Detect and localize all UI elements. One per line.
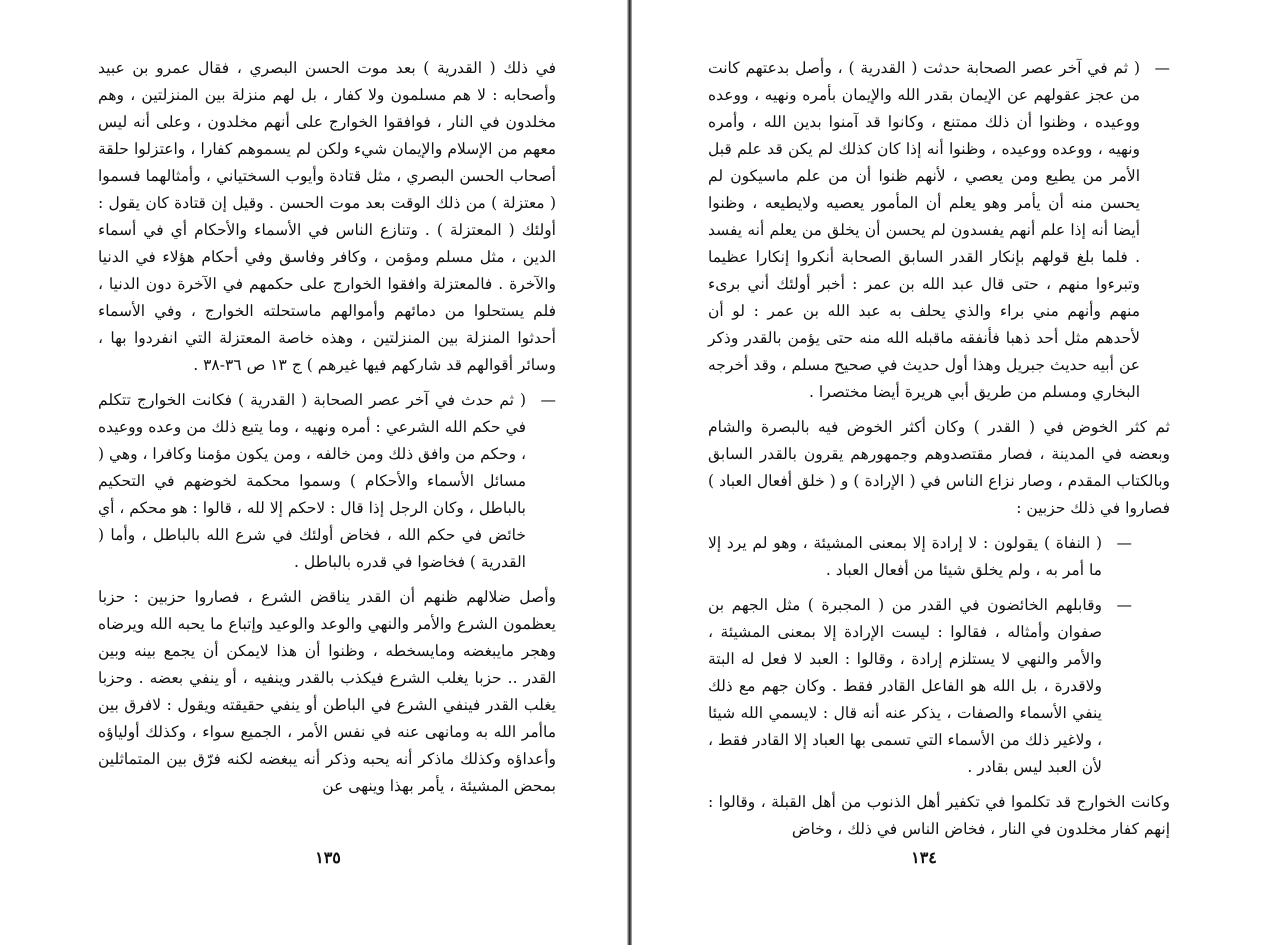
- right-paragraph-1: — ( ثم في آخر عصر الصحابة حدثت ( القدرية ) ، وأصل بدعتهم كانت من عجز عقولهم عن الإيمان بقدر الله والإيمان بأمره ونهيه ، ووعده ووعيده ، وظنوا أن ذلك ممتنع ، وكانوا قد آمنوا بدين الله ، وأمره ونهيه ، ووعده ووعيده ، وظنوا أنه إذا كان كذلك لم يكن قد علم قبل الأمر من يطيع ومن يعصي ، لأنهم ظنوا أن من علم ماسيكون لم يحسن منه أن يأمر وهو يعلم أن المأمور يعصيه ولايطيعه ، وظنوا أيضا أنه إذا علم أنهم يفسدون لم يحسن أن يخلق من يعلم أنه يفسد . فلما بلغ قولهم بإنكار القدر السابق الصحابة أنكروا إنكارا عظيما وتبرءوا منهم ، حتى قال عبد الله بن عمر : أخبر أولئك أني برىء منهم وأنهم مني براء والذي يحلف به عبد الله بن عمر : لو أن لأحدهم مثل أحد ذهبا فأنفقه ماقبله الله منه حتى يؤمن بالقدر وذكر عن أبيه حديث جبريل وهذا أول حديث في صحيح مسلم ، وقد أخرجه البخاري ومسلم من طريق أبي هريرة أيضا مختصرا .: [708, 55, 1170, 406]
- left-paragraph-2: — ( ثم حدث في آخر عصر الصحابة ( القدرية ) فكانت الخوارج تتكلم في حكم الله الشرعي : أمره ونهيه ، وما يتبع ذلك من وعده ووعيده ، وحكم من وافق ذلك ومن خالفه ، ومن يكون مؤمنا وكافرا ، وهي ( مسائل الأسماء والأحكام ) وسموا محكمة لخوضهم في التحكيم بالباطل ، وكان الرجل إذا قال : لاحكم إلا لله ، قالوا : هو محكم ، أي خائض في حكم الله ، فخاض أولئك في شرع الله بالباطل ، وأما ( القدرية ) فخاضوا في قدره بالباطل .: [98, 387, 556, 576]
- left-paragraph-1: في ذلك ( القدرية ) بعد موت الحسن البصري ، فقال عمرو بن عبيد وأصحابه : لا هم مسلمون ولا كفار ، بل لهم منزلة بين المنزلتين ، وهم مخلدون في النار ، فوافقوا الخوارج على أنهم مخلدون ، وعلى أنه ليس معهم من الإسلام والإيمان شيء ولكن لم يسموهم كفارا ، واعتزلوا حلقة أصحاب الحسن البصري ، مثل قتادة وأيوب السختياني ، وأمثالهما فسموا ( معتزلة ) من ذلك الوقت بعد موت الحسن . وقيل إن قتادة كان يقول : أولئك ( المعتزلة ) . وتنازع الناس في الأسماء والأحكام أي في أسماء الدين ، مثل مسلم ومؤمن ، وكافر وفاسق وفي أحكام هؤلاء في الدنيا والآخرة . فالمعتزلة وافقوا الخوارج على حكمهم في الآخرة دون الدنيا ، فلم يستحلوا من دمائهم وأموالهم ماستحلته الخوارج ، وفي الأسماء أحدثوا المنزلة بين المنزلتين ، وهذه خاصة المعتزلة التي انفردوا بها ، وسائر أقوالهم قد شاركهم فيها غيرهم ) ج ١٣ ص ٣٦-٣٨ .: [98, 59, 556, 374]
- right-page-number: ١٣٤: [911, 848, 937, 867]
- right-paragraph-5: وكانت الخوارج قد تكلموا في تكفير أهل الذنوب من أهل القبلة ، وقالوا : إنهم كفار مخلدون في النار ، فخاض الناس في ذلك ، وخاض: [708, 793, 1170, 838]
- right-paragraph-4: — وقابلهم الخائضون في القدر من ( المجبرة ) مثل الجهم بن صفوان وأمثاله ، فقالوا : ليست الإرادة إلا بمعنى المشيئة ، والأمر والنهي لا يستلزم إرادة ، وقالوا : العبد لا فعل له البتة ولاقدرة ، بل الله هو الفاعل القادر فقط . وكان جهم مع ذلك ينفي الأسماء والصفات ، يذكر عنه أنه قال : لايسمي الله شيئا ، ولاغير ذلك من الأسماء التي تسمى بها العباد إلا القادر فقط ، لأن العبد ليس بقادر .: [708, 592, 1132, 781]
- left-page: [98, 55, 556, 808]
- right-paragraph-2: ثم كثر الخوض في ( القدر ) وكان أكثر الخوض فيه بالبصرة والشام وبعضه في المدينة ، فصار مقتصدوهم وجمهورهم يقرون بالقدر السابق وبالكتاب المقدم ، وصار نزاع الناس في ( الإرادة ) و ( خلق أفعال العباد ) فصاروا في ذلك حزبين :: [708, 418, 1170, 517]
- left-paragraph-3: وأصل ضلالهم ظنهم أن القدر يناقض الشرع ، فصاروا حزبين : حزبا يعظمون الشرع والأمر والنهي والوعد والوعيد وإتباع ما يحبه الله ويرضاه وهجر مايبغضه ومايسخطه ، وظنوا أن هذا لايمكن أن يجمع بينه وبين القدر .. حزبا يغلب الشرع فيكذب بالقدر وينفيه ، أو ينفي بعضه . وحزبا يغلب القدر فينفي الشرع في الباطن أو ينفي حقيقته ويقول : لافرق بين ماأمر الله به ومانهى عنه في نفس الأمر ، الجميع سواء ، وكذلك أولياؤه وأعداؤه وكذلك ماذكر أنه يحبه وذكر أنه يبغضه لكنه فرّق بين المتماثلين بمحض المشيئة ، يأمر بهذا وينهى عن: [98, 588, 556, 795]
- right-page: [708, 55, 1170, 851]
- left-page-number: ١٣٥: [315, 848, 341, 867]
- book-gutter: [627, 0, 632, 945]
- right-paragraph-3: — ( النفاة ) يقولون : لا إرادة إلا بمعنى المشيئة ، وهو لم يرد إلا ما أمر به ، ولم يخلق شيئا من أفعال العباد .: [708, 530, 1132, 584]
